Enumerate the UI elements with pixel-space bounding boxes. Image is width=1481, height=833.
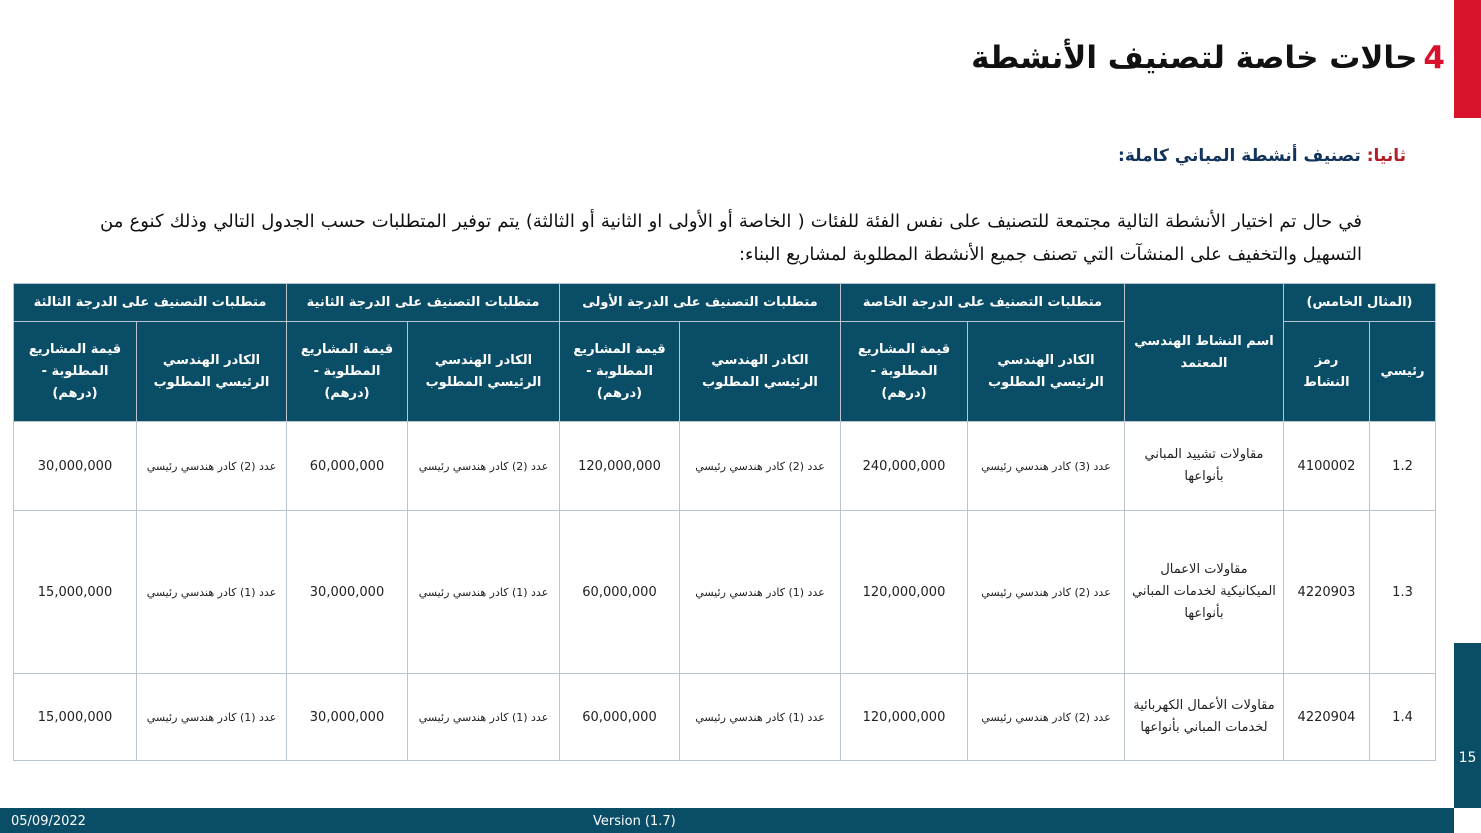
row-code: 4100002	[1284, 422, 1370, 511]
page-title	[971, 40, 1445, 76]
third-value-header: قيمة المشاريع المطلوبة - (درهم)	[14, 322, 137, 422]
table-row	[14, 674, 1436, 761]
row-first-value: 120,000,000	[560, 422, 680, 511]
grade-header-first: متطلبات التصنيف على الدرجة الأولى	[560, 284, 841, 322]
row-third-cadre: عدد (1) كادر هندسي رئيسي	[137, 674, 287, 761]
row-second-value: 30,000,000	[287, 674, 408, 761]
row-main: 1.2	[1370, 422, 1436, 511]
second-cadre-header: الكادر الهندسي الرئيسي المطلوب	[408, 322, 560, 422]
row-special-cadre: عدد (3) كادر هندسي رئيسي	[968, 422, 1125, 511]
row-first-value: 60,000,000	[560, 674, 680, 761]
title-text: حالات خاصة لتصنيف الأنشطة	[971, 40, 1418, 76]
row-special-value: 120,000,000	[841, 511, 968, 674]
row-special-cadre: عدد (2) كادر هندسي رئيسي	[968, 511, 1125, 674]
section-heading	[1118, 146, 1406, 166]
row-first-value: 60,000,000	[560, 511, 680, 674]
row-code: 4220904	[1284, 674, 1370, 761]
accent-bar-top	[1454, 0, 1481, 118]
row-second-value: 60,000,000	[287, 422, 408, 511]
grade-header-third: متطلبات التصنيف على الدرجة الثالثة	[14, 284, 287, 322]
row-first-cadre: عدد (2) كادر هندسي رئيسي	[680, 422, 841, 511]
row-activity: مقاولات الاعمال الميكانيكية لخدمات المباني بأنواعها	[1125, 511, 1284, 674]
row-special-value: 120,000,000	[841, 674, 968, 761]
row-activity: مقاولات الأعمال الكهربائية لخدمات المباني بأنواعها	[1125, 674, 1284, 761]
activity-name-header: اسم النشاط الهندسي المعتمد	[1125, 284, 1284, 422]
section-text: تصنيف أنشطة المباني كاملة:	[1118, 146, 1361, 166]
code-col-header: رمز النشاط	[1284, 322, 1370, 422]
row-second-cadre: عدد (1) كادر هندسي رئيسي	[408, 674, 560, 761]
footer-date: 05/09/2022	[11, 814, 86, 829]
special-value-header: قيمة المشاريع المطلوبة - (درهم)	[841, 322, 968, 422]
row-third-cadre: عدد (2) كادر هندسي رئيسي	[137, 422, 287, 511]
row-third-value: 15,000,000	[14, 511, 137, 674]
title-number: 4	[1423, 40, 1445, 76]
row-main: 1.3	[1370, 511, 1436, 674]
third-cadre-header: الكادر الهندسي الرئيسي المطلوب	[137, 322, 287, 422]
first-cadre-header: الكادر الهندسي الرئيسي المطلوب	[680, 322, 841, 422]
page-number: 15	[1458, 750, 1477, 766]
section-label: ثانيا:	[1366, 146, 1406, 166]
row-code: 4220903	[1284, 511, 1370, 674]
table-row	[14, 422, 1436, 511]
row-special-cadre: عدد (2) كادر هندسي رئيسي	[968, 674, 1125, 761]
row-third-value: 30,000,000	[14, 422, 137, 511]
row-second-value: 30,000,000	[287, 511, 408, 674]
intro-paragraph: في حال تم اختيار الأنشطة التالية مجتمعة للتصنيف على نفس الفئة للفئات ( الخاصة أو الأولى او الثانية أو الثالثة) يتم توفير المتطلبات حسب الجدول التالي وذلك كنوع من التسهيل والتخفيف على المنشآت التي تصنف جميع الأنشطة المطلوبة لمشاريع البناء:	[100, 211, 1362, 265]
example-header: (المثال الخامس)	[1284, 284, 1436, 322]
table-row	[14, 511, 1436, 674]
row-activity: مقاولات تشييد المباني بأنواعها	[1125, 422, 1284, 511]
footer-version: Version (1.7)	[593, 814, 676, 829]
second-value-header: قيمة المشاريع المطلوبة - (درهم)	[287, 322, 408, 422]
row-main: 1.4	[1370, 674, 1436, 761]
row-first-cadre: عدد (1) كادر هندسي رئيسي	[680, 511, 841, 674]
first-value-header: قيمة المشاريع المطلوبة - (درهم)	[560, 322, 680, 422]
row-second-cadre: عدد (2) كادر هندسي رئيسي	[408, 422, 560, 511]
accent-bar-bottom	[1454, 643, 1481, 808]
row-second-cadre: عدد (1) كادر هندسي رئيسي	[408, 511, 560, 674]
main-col-header: رئيسي	[1370, 322, 1436, 422]
footer-bar	[0, 808, 1454, 833]
grade-header-second: متطلبات التصنيف على الدرجة الثانية	[287, 284, 560, 322]
row-third-value: 15,000,000	[14, 674, 137, 761]
special-cadre-header: الكادر الهندسي الرئيسي المطلوب	[968, 322, 1125, 422]
row-third-cadre: عدد (1) كادر هندسي رئيسي	[137, 511, 287, 674]
row-special-value: 240,000,000	[841, 422, 968, 511]
grade-header-special: متطلبات التصنيف على الدرجة الخاصة	[841, 284, 1125, 322]
row-first-cadre: عدد (1) كادر هندسي رئيسي	[680, 674, 841, 761]
requirements-table	[13, 283, 1436, 761]
